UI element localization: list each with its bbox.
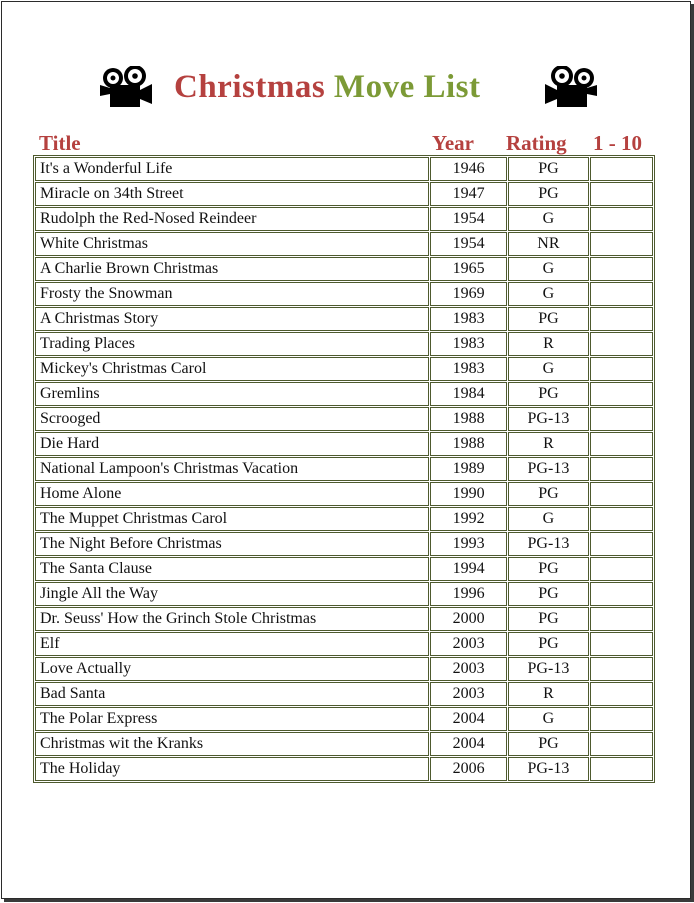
movie-title-cell: The Muppet Christmas Carol xyxy=(35,507,429,531)
movie-score-cell[interactable] xyxy=(590,682,653,706)
movie-score-cell[interactable] xyxy=(590,707,653,731)
table-row xyxy=(35,332,653,356)
movie-title-cell: Trading Places xyxy=(35,332,429,356)
movie-rating-cell: PG-13 xyxy=(508,457,589,481)
title-word-move-list: Move List xyxy=(333,69,481,105)
movie-score-cell[interactable] xyxy=(590,607,653,631)
movie-rating-cell: PG-13 xyxy=(508,407,589,431)
movie-rating-cell: NR xyxy=(508,232,589,256)
movie-rating-cell: G xyxy=(508,282,589,306)
table-row xyxy=(35,357,653,381)
table-row xyxy=(35,632,653,656)
movie-title-cell: White Christmas xyxy=(35,232,429,256)
movie-year-cell: 1969 xyxy=(430,282,507,306)
movie-rating-cell: PG xyxy=(508,607,589,631)
movie-title-cell: Elf xyxy=(35,632,429,656)
movie-year-cell: 1988 xyxy=(430,432,507,456)
movie-title-cell: Frosty the Snowman xyxy=(35,282,429,306)
movie-rating-cell: PG xyxy=(508,307,589,331)
movie-year-cell: 1989 xyxy=(430,457,507,481)
movie-score-cell[interactable] xyxy=(590,432,653,456)
movie-rating-cell: PG-13 xyxy=(508,757,589,781)
movie-rating-cell: G xyxy=(508,357,589,381)
movie-title-cell: A Christmas Story xyxy=(35,307,429,331)
movie-score-cell[interactable] xyxy=(590,532,653,556)
movie-score-cell[interactable] xyxy=(590,632,653,656)
table-row xyxy=(35,207,653,231)
movie-rating-cell: PG-13 xyxy=(508,532,589,556)
movie-title-cell: Jingle All the Way xyxy=(35,582,429,606)
movie-title-cell: The Night Before Christmas xyxy=(35,532,429,556)
movie-rating-cell: G xyxy=(508,507,589,531)
table-row xyxy=(35,732,653,756)
movie-score-cell[interactable] xyxy=(590,482,653,506)
table-row xyxy=(35,307,653,331)
movie-year-cell: 1954 xyxy=(430,232,507,256)
movie-rating-cell: PG xyxy=(508,382,589,406)
movie-year-cell: 2004 xyxy=(430,732,507,756)
movie-title-cell: Christmas wit the Kranks xyxy=(35,732,429,756)
movie-year-cell: 1946 xyxy=(430,157,507,181)
movie-title-cell: Love Actually xyxy=(35,657,429,681)
table-row xyxy=(35,657,653,681)
movie-title-cell: National Lampoon's Christmas Vacation xyxy=(35,457,429,481)
movie-rating-cell: PG xyxy=(508,482,589,506)
movie-table xyxy=(33,155,655,783)
table-row xyxy=(35,607,653,631)
movie-score-cell[interactable] xyxy=(590,757,653,781)
film-projector-icon xyxy=(96,66,154,110)
movie-year-cell: 2000 xyxy=(430,607,507,631)
movie-title-cell: Scrooged xyxy=(35,407,429,431)
movie-year-cell: 1984 xyxy=(430,382,507,406)
movie-year-cell: 1954 xyxy=(430,207,507,231)
movie-year-cell: 1988 xyxy=(430,407,507,431)
table-row xyxy=(35,757,653,781)
table-row xyxy=(35,182,653,206)
table-row xyxy=(35,532,653,556)
table-row xyxy=(35,682,653,706)
movie-year-cell: 1994 xyxy=(430,557,507,581)
movie-year-cell: 1992 xyxy=(430,507,507,531)
page-title xyxy=(174,69,534,106)
movie-year-cell: 1983 xyxy=(430,332,507,356)
film-projector-icon xyxy=(543,66,601,110)
movie-title-cell: Mickey's Christmas Carol xyxy=(35,357,429,381)
table-row xyxy=(35,232,653,256)
table-row xyxy=(35,482,653,506)
movie-title-cell: Miracle on 34th Street xyxy=(35,182,429,206)
table-row xyxy=(35,257,653,281)
table-row xyxy=(35,457,653,481)
movie-year-cell: 1983 xyxy=(430,307,507,331)
movie-score-cell[interactable] xyxy=(590,182,653,206)
movie-year-cell: 2004 xyxy=(430,707,507,731)
movie-score-cell[interactable] xyxy=(590,282,653,306)
movie-score-cell[interactable] xyxy=(590,407,653,431)
movie-rating-cell: PG xyxy=(508,557,589,581)
movie-score-cell[interactable] xyxy=(590,332,653,356)
movie-title-cell: Rudolph the Red-Nosed Reindeer xyxy=(35,207,429,231)
movie-score-cell[interactable] xyxy=(590,457,653,481)
movie-year-cell: 2003 xyxy=(430,682,507,706)
movie-title-cell: A Charlie Brown Christmas xyxy=(35,257,429,281)
movie-score-cell[interactable] xyxy=(590,357,653,381)
movie-score-cell[interactable] xyxy=(590,582,653,606)
table-row xyxy=(35,432,653,456)
movie-title-cell: The Santa Clause xyxy=(35,557,429,581)
header-score: 1 - 10 xyxy=(593,131,642,155)
movie-score-cell[interactable] xyxy=(590,207,653,231)
movie-rating-cell: PG-13 xyxy=(508,657,589,681)
table-row xyxy=(35,707,653,731)
movie-score-cell[interactable] xyxy=(590,507,653,531)
movie-score-cell[interactable] xyxy=(590,382,653,406)
movie-title-cell: Dr. Seuss' How the Grinch Stole Christmas xyxy=(35,607,429,631)
table-row xyxy=(35,157,653,181)
movie-score-cell[interactable] xyxy=(590,232,653,256)
movie-title-cell: Gremlins xyxy=(35,382,429,406)
movie-rating-cell: PG xyxy=(508,582,589,606)
table-row xyxy=(35,582,653,606)
movie-title-cell: Bad Santa xyxy=(35,682,429,706)
table-row xyxy=(35,557,653,581)
movie-rating-cell: R xyxy=(508,432,589,456)
table-row xyxy=(35,407,653,431)
movie-year-cell: 2003 xyxy=(430,632,507,656)
movie-title-cell: The Holiday xyxy=(35,757,429,781)
movie-score-cell[interactable] xyxy=(590,257,653,281)
header-rating: Rating xyxy=(506,131,567,155)
movie-title-cell: It's a Wonderful Life xyxy=(35,157,429,181)
movie-year-cell: 1990 xyxy=(430,482,507,506)
movie-year-cell: 2003 xyxy=(430,657,507,681)
movie-score-cell[interactable] xyxy=(590,557,653,581)
movie-rating-cell: G xyxy=(508,207,589,231)
header-year: Year xyxy=(432,131,474,155)
movie-rating-cell: PG xyxy=(508,182,589,206)
movie-score-cell[interactable] xyxy=(590,732,653,756)
movie-score-cell[interactable] xyxy=(590,157,653,181)
movie-year-cell: 1993 xyxy=(430,532,507,556)
movie-rating-cell: PG xyxy=(508,157,589,181)
movie-rating-cell: PG xyxy=(508,732,589,756)
movie-rating-cell: R xyxy=(508,332,589,356)
movie-rating-cell: PG xyxy=(508,632,589,656)
table-row xyxy=(35,282,653,306)
movie-year-cell: 1996 xyxy=(430,582,507,606)
movie-rating-cell: G xyxy=(508,707,589,731)
movie-rating-cell: G xyxy=(508,257,589,281)
movie-title-cell: Die Hard xyxy=(35,432,429,456)
movie-score-cell[interactable] xyxy=(590,657,653,681)
table-row xyxy=(35,507,653,531)
movie-year-cell: 1947 xyxy=(430,182,507,206)
movie-title-cell: The Polar Express xyxy=(35,707,429,731)
movie-year-cell: 1983 xyxy=(430,357,507,381)
column-headers xyxy=(0,131,694,155)
title-banner xyxy=(0,60,694,120)
movie-year-cell: 2006 xyxy=(430,757,507,781)
table-row xyxy=(35,382,653,406)
movie-title-cell: Home Alone xyxy=(35,482,429,506)
movie-rating-cell: R xyxy=(508,682,589,706)
movie-score-cell[interactable] xyxy=(590,307,653,331)
title-word-christmas: Christmas xyxy=(174,69,326,105)
movie-year-cell: 1965 xyxy=(430,257,507,281)
header-title: Title xyxy=(39,131,81,155)
